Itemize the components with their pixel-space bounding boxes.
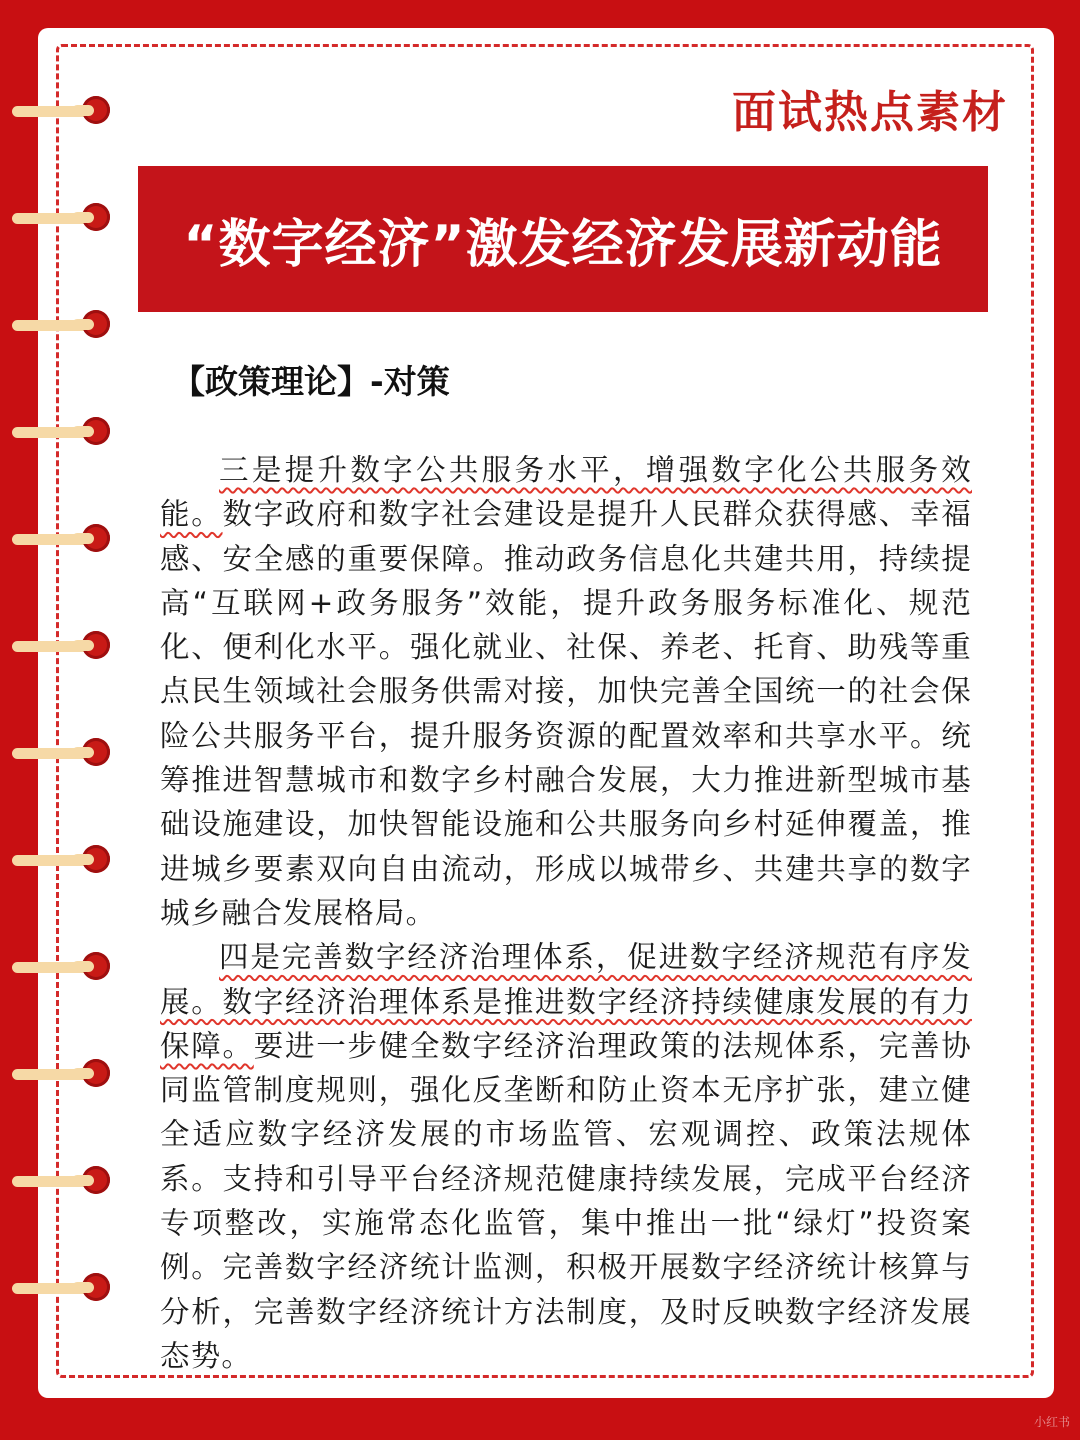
binder-ring: [12, 952, 112, 982]
binder-ring: [12, 96, 112, 126]
binder-ring: [12, 524, 112, 554]
highlighted-sentence: 四是完善数字经济治理体系，促进数字经济规范有序发展。数字经济治理体系是推进数字经济持续健康发展的有力保障。: [160, 940, 972, 1063]
binder-ring: [12, 738, 112, 768]
watermark: 小红书: [1033, 1415, 1070, 1429]
binder-ring: [12, 1166, 112, 1196]
highlighted-sentence: 三是提升数字公共服务水平，增强数字化公共服务效能。: [160, 453, 972, 532]
paragraph: [160, 448, 972, 935]
binder-ring: [12, 1273, 112, 1303]
binder-ring: [12, 1059, 112, 1089]
header-tag: 面试热点素材: [732, 87, 1008, 138]
binder-ring: [12, 417, 112, 447]
binder-ring: [12, 310, 112, 340]
page-title: “数字经济”激发经济发展新动能: [183, 214, 943, 275]
section-heading: 【政策理论】-对策: [172, 362, 450, 401]
title-banner: [138, 166, 988, 312]
paragraph-text: 数字政府和数字社会建设是提升人民群众获得感、幸福感、安全感的重要保障。推动政务信息化共建共用，持续提高“互联网+政务服务”效能，提升政务服务标准化、规范化、便利化水平。强化就业、社保、养老、托育、助残等重点民生领域社会服务供需对接，加快完善全国统一的社会保险公共服务平台，提升服务资源的配置效率和共享水平。统筹推进智慧城市和数字乡村融合发展，大力推进新型城市基础设施建设，加快智能设施和公共服务向乡村延伸覆盖，推进城乡要素双向自由流动，形成以城带乡、共建共享的数字城乡融合发展格局。: [160, 497, 972, 930]
paragraph: [160, 935, 972, 1378]
binder-ring: [12, 203, 112, 233]
binder-ring: [12, 631, 112, 661]
binder-ring: [12, 845, 112, 875]
paragraph-text: 要进一步健全数字经济治理政策的法规体系，完善协同监管制度规则，强化反垄断和防止资本无序扩张，建立健全适应数字经济发展的市场监管、宏观调控、政策法规体系。支持和引导平台经济规范健康持续发展，完成平台经济专项整改，实施常态化监管，集中推出一批“绿灯”投资案例。完善数字经济统计监测，积极开展数字经济统计核算与分析，完善数字经济统计方法制度，及时反映数字经济发展态势。: [160, 1028, 972, 1373]
article-body: [160, 448, 972, 1378]
